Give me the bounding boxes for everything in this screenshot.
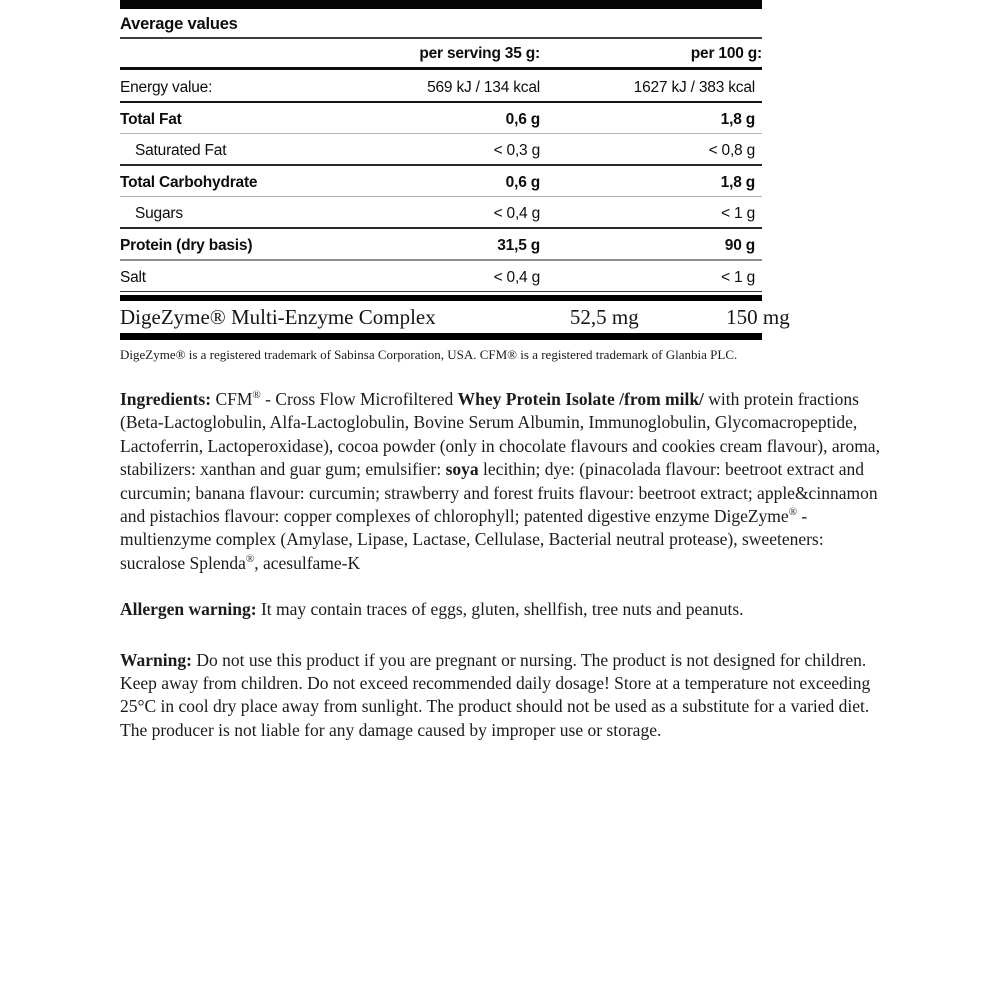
row-total-carbohydrate: [120, 166, 762, 196]
warning-paragraph: [120, 649, 885, 743]
registered-mark: ®: [245, 553, 255, 566]
per-100g-value: 1,8 g: [720, 174, 755, 191]
allergen-paragraph: [120, 598, 885, 621]
row-digezyme-complex: [120, 301, 790, 333]
row-label: Saturated Fat: [135, 142, 227, 159]
registered-mark: ®: [252, 389, 261, 402]
table-title-row: [120, 9, 762, 37]
row-label: Total Fat: [120, 111, 182, 128]
soya-bold: soya: [445, 459, 479, 480]
row-saturated-fat: [120, 134, 762, 164]
per-100g-value: < 1 g: [721, 205, 755, 222]
whey-protein-bold: Whey Protein Isolate /from milk/: [457, 389, 704, 409]
serving-value: < 0,3 g: [493, 142, 540, 159]
row-label: Protein (dry basis): [120, 237, 253, 254]
warning-label: Warning:: [120, 649, 192, 670]
row-protein: [120, 229, 762, 259]
thick-separator-bar: [120, 333, 762, 340]
per-100g-value: 90 g: [724, 237, 755, 254]
ingredients-text: - Cross Flow Microfiltered: [260, 389, 458, 409]
ingredients-paragraph: [120, 388, 885, 575]
per-100g-value: < 1 g: [721, 268, 755, 286]
ingredients-text: CFM: [211, 389, 253, 409]
per-100g-value: 1627 kJ / 383 kcal: [633, 79, 755, 96]
registered-mark: ®: [788, 506, 798, 519]
serving-value: 52,5 mg: [569, 304, 639, 329]
serving-value: 0,6 g: [505, 174, 540, 191]
table-top-bar: [120, 0, 762, 9]
serving-value: 569 kJ / 134 kcal: [427, 79, 540, 96]
column-header-per-100g: per 100 g:: [690, 45, 762, 62]
row-salt: [120, 261, 762, 291]
row-label: Salt: [120, 268, 146, 286]
row-label: DigeZyme® Multi-Enzyme Complex: [120, 304, 436, 329]
row-label: Total Carbohydrate: [120, 174, 258, 191]
row-energy-value: [120, 70, 762, 101]
trademark-footnote: DigeZyme® is a registered trademark of Sabinsa Corporation, USA. CFM® is a registered trademark of Glanbia PLC.: [120, 346, 738, 362]
ingredients-text: , acesulfame-K: [254, 552, 361, 573]
ingredients-label: Ingredients:: [120, 389, 212, 409]
table-title: Average values: [120, 15, 238, 33]
ingredients-text: - multienzyme complex (Amylase, Lipase, Lactase, Cellulase, Bacterial neutral protease), sweeteners: sucralose Splenda: [120, 506, 824, 573]
label-content: [120, 0, 885, 760]
serving-value: < 0,4 g: [493, 205, 540, 222]
warning-text: Do not use this product if you are pregnant or nursing. The product is not designed for children. Keep away from children. Do not exceed recommended daily dosage! Store at a temperature not exceeding 25°C in cool dry place away from sunlight. The product should not be used as a substitute for a varied diet. The producer is not liable for any damage caused by improper use or storage.: [120, 649, 871, 740]
allergen-text: It may contain traces of eggs, gluten, shellfish, tree nuts and peanuts.: [256, 599, 744, 620]
ingredients-text: lecithin; dye: (pinacolada flavour: beetroot extract and curcumin; banana flavour: curcumin; strawberry and forest fruits flavour: beetroot extract; apple&cinnamon and pistachios flavour: copper complexes of chlorophyll; patented digestive enzyme DigeZyme: [120, 459, 878, 527]
row-label: Energy value:: [120, 79, 213, 96]
allergen-label: Allergen warning:: [120, 599, 257, 620]
serving-value: 31,5 g: [497, 237, 540, 254]
row-sugars: [120, 197, 762, 227]
serving-value: < 0,4 g: [493, 268, 540, 286]
divider: [120, 291, 762, 292]
per-100g-value: 1,8 g: [720, 111, 755, 128]
serving-value: 0,6 g: [505, 111, 540, 128]
ingredients-text: with protein fractions (Beta-Lactoglobulin, Alfa-Lactoglobulin, Bovine Serum Albumin, Immunoglobulin, Glycomacropeptide, Lactoferrin, Lactoperoxidase), cocoa powder (only in chocolate flavours and cookies cream flavour), aroma, stabilizers: xanthan and guar gum; emulsifier:: [120, 389, 880, 480]
nutrition-table: [120, 0, 790, 362]
row-total-fat: [120, 103, 762, 133]
column-header-per-serving: per serving 35 g:: [419, 45, 540, 62]
row-label: Sugars: [135, 205, 183, 222]
table-header-row: [120, 39, 762, 67]
per-100g-value: < 0,8 g: [708, 142, 755, 159]
per-100g-value: 150 mg: [726, 304, 790, 329]
